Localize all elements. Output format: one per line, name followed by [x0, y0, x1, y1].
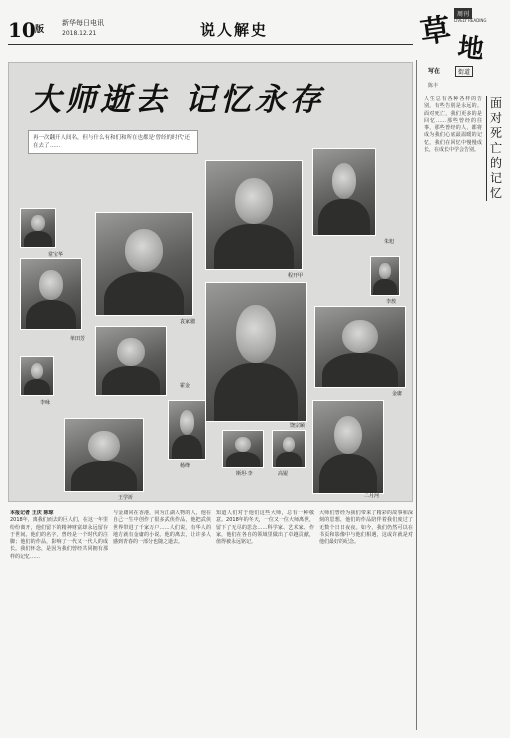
- article-column: [10, 510, 108, 732]
- photo-caption: 王学圻: [118, 495, 134, 501]
- photo-caption: 李咏: [40, 400, 51, 406]
- right-column-text: [424, 96, 482, 726]
- portrait-photo: [64, 418, 144, 492]
- portrait-photo: [95, 326, 167, 396]
- article-column: [216, 510, 314, 732]
- photo-caption: 二月河: [364, 493, 380, 499]
- issue-date: 2018.12.21: [62, 30, 97, 37]
- portrait-photo: [272, 430, 306, 468]
- portrait-photo: [95, 212, 193, 316]
- photo-caption: 斯坦·李: [236, 471, 253, 477]
- portrait-photo: [314, 306, 406, 388]
- photo-caption: 杨绛: [180, 463, 191, 469]
- page-number: 10: [8, 18, 36, 42]
- photo-caption: 袁家骝: [180, 319, 196, 325]
- article-text: 人生总有各种各样的告别，有些告别是永远的。面对死亡，我们更多的是回忆……那些曾经的往事，那些曾经的人，都将成为我们心底最温暖的记忆，我们在回忆中慢慢成长，在成长中学会告别。: [424, 96, 482, 154]
- article-text: 大师们曾经为我们带来了精彩的故事和深刻的思想，他们的作品陪伴着我们度过了无数个日日夜夜。如今，我们仍然可以在书页和影像中与他们相遇，这或许就是对他们最好的纪念。: [319, 510, 413, 546]
- article-text: 2018年，离我们而去的巨人们，在这一年里纷纷离开，他们留下的精神财富却永远留存于世间。他们的名字，曾经是一个时代的注脚；他们的作品，影响了一代又一代人的成长。我们怀念，是因为我们曾经共同拥有那样的记忆……: [10, 517, 108, 560]
- photo-caption: 金庸: [392, 391, 403, 397]
- article-column: [113, 510, 211, 732]
- portrait-photo: [168, 400, 206, 460]
- photo-caption: 饶宗颐: [290, 423, 306, 429]
- column-divider: [416, 60, 417, 730]
- right-column-author: 陈丰: [428, 83, 439, 89]
- photo-caption: 李敖: [386, 299, 397, 305]
- right-column-tag: 写在: [428, 68, 441, 75]
- portrait-photo: [20, 356, 54, 396]
- photo-caption: 单田芳: [70, 336, 86, 342]
- feature-intro: 再一次翻开人间名，但与什么有和们和所在也都是'曾经的时代'还在去了……: [28, 130, 198, 154]
- photo-caption: 霍金: [180, 383, 191, 389]
- portrait-photo: [205, 160, 303, 270]
- portrait-photo: [312, 148, 376, 236]
- masthead-english: LIVELY READING: [454, 18, 487, 23]
- portrait-photo: [20, 208, 56, 248]
- article-column: [319, 510, 413, 732]
- portrait-photo: [370, 256, 400, 296]
- article-text: 知道人们对于他们这些大师，总有一种敬意。2018年的冬天，一位又一位大师离世，留下了无尽的思念……科学家、艺术家、作家，他们在各自的领域里做出了卓越贡献，值得被永远铭记。: [216, 510, 314, 546]
- right-column-subtag: 街道: [455, 66, 473, 77]
- photo-caption: 朱旭: [384, 239, 395, 245]
- right-column-title: 面对死亡的记忆: [486, 96, 502, 201]
- portrait-photo: [20, 258, 82, 330]
- portrait-photo: [312, 400, 384, 494]
- paper-name: 新华每日电讯: [62, 19, 104, 27]
- feature-title: 大师逝去 记忆永存: [30, 82, 325, 118]
- masthead-char-1: 草: [418, 12, 453, 51]
- page-ban-label: 版: [35, 25, 45, 35]
- masthead: [418, 6, 508, 66]
- header-rule: [8, 44, 413, 45]
- photo-caption: 程开甲: [288, 273, 304, 279]
- section-title: 说人解史: [200, 21, 269, 39]
- masthead-char-2: 地: [456, 32, 486, 66]
- portrait-photo: [205, 282, 307, 422]
- photo-caption: 常宝华: [48, 252, 64, 258]
- portrait-photo: [222, 430, 264, 468]
- article-byline: 本报记者 王庆 陈琼: [10, 510, 54, 516]
- masthead-badge: 周刊: [454, 8, 472, 19]
- photo-caption: 高锟: [278, 471, 289, 477]
- article-text: 与金庸同在香港，同为江湖人物的人，他在自己一生中创作了很多武侠作品，他把武侠世界带进了千家万户……人们说，有华人的地方就有金庸的小说。他的离去，让许多人感到青春的一部分也随之逝去。: [113, 510, 211, 546]
